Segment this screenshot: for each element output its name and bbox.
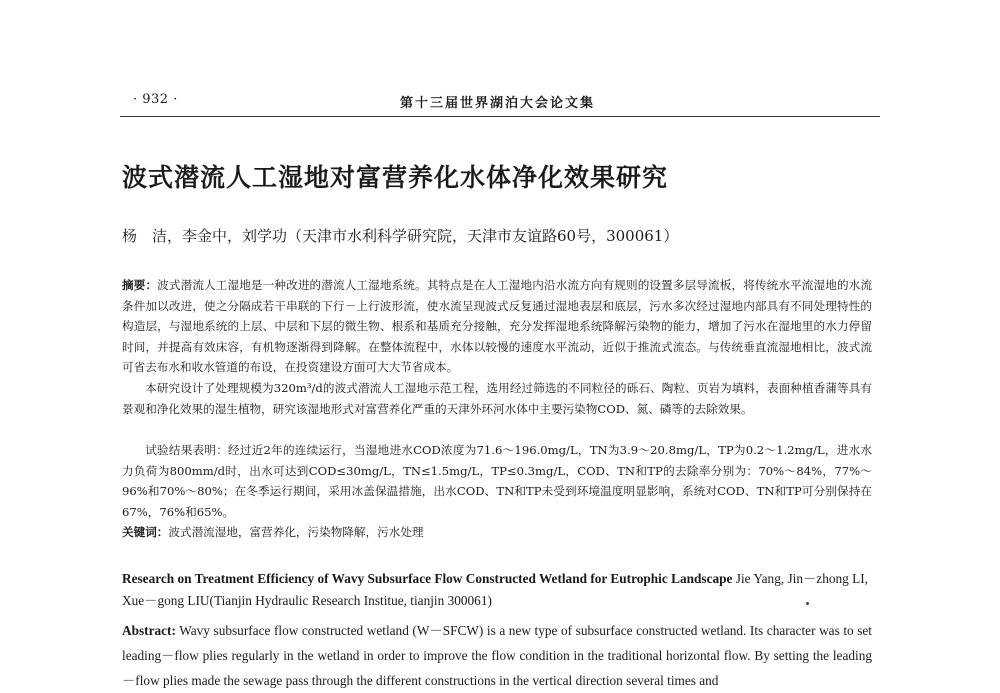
english-abstract-label: Abstract: [122, 623, 176, 638]
keywords-text: 波式潜流湿地，富营养化，污染物降解，污水处理 [168, 525, 424, 539]
scan-speck [806, 602, 809, 605]
authors-affiliation: 杨 洁，李金中，刘学功（天津市水利科学研究院，天津市友谊路60号，300061） [122, 227, 679, 245]
header-rule [120, 116, 880, 117]
keywords-line [122, 522, 872, 543]
abstract-label: 摘要： [122, 278, 158, 292]
page-number: · 932 · [133, 92, 178, 107]
english-title-block [122, 568, 872, 612]
abstract-cn-p1 [122, 275, 872, 378]
abstract-text-1: 波式潜流人工湿地是一种改进的潜流人工湿地系统。其特点是在人工湿地内沿水流方向有规则的设置多层导流板，将传统水平流湿地的水流条件加以改进，使之分隔成若干串联的下行－上行波形流，使水流呈现波式反复通过湿地表层和底层，污水多次经过湿地内部具有不同处理特性的构造层，与湿地系统的上层、中层和下层的微生物、根系和基质充分接触，充分发挥湿地系统降解污染物的能力，增加了污水在湿地里的水力停留时间，并提高有效床容，有机物逐渐得到降解。在整体流程中，水体以较慢的速度水平流动，近似于推流式流态。与传统垂直流湿地相比，波式流可省去布水和收水管道的布设，在投资建设方面可大大节省成本。 [122, 278, 872, 375]
english-title: Research on Treatment Efficiency of Wavy Subsurface Flow Constructed Wetland for Eutrophic Landscape [122, 571, 733, 586]
paper-title: 波式潜流人工湿地对富营养化水体净化效果研究 [122, 163, 669, 192]
english-abstract-text: Wavy subsurface flow constructed wetland (W－SFCW) is a new type of subsurface constructed wetland. Its character was to set leading－flow plies regularly in the wetland in order to improve the flow condition in the traditional horizontal flow. By setting the leading－flow plies made the sewage pass through the different constructions in the vertical direction several times and [122, 623, 873, 688]
english-authors: Jie Yang, Jin－zhong LI, Xue－gong LIU(Tianjin Hydraulic Research Institue, tianjin 300061) [122, 571, 868, 608]
english-abstract [122, 618, 872, 693]
running-title: 第十三届世界湖泊大会论文集 [400, 96, 596, 111]
abstract-cn-p2: 本研究设计了处理规模为320m³/d的波式潜流人工湿地示范工程，选用经过筛选的不同粒径的砾石、陶粒、页岩为填料，表面种植香蒲等具有景观和净化效果的湿生植物，研究该湿地形式对富营养化严重的天津外环河水体中主要污染物COD、氮、磷等的去除效果。 [122, 381, 872, 416]
keywords-label: 关键词： [122, 525, 169, 539]
abstract-cn-p3: 试验结果表明：经过近2年的连续运行，当湿地进水COD浓度为71.6～196.0mg/L，TN为3.9～20.8mg/L，TP为0.2～1.2mg/L，进水水力负荷为800mm/d时，出水可达到COD≤30mg/L，TN≤1.5mg/L，TP≤0.3mg/L，COD、TN和TP的去除率分别为：70%～84%，77%～96%和70%～80%；在冬季运行期间，采用冰盖保温措施，出水COD、TN和TP未受到环境温度明显影响，系统对COD、TN和TP可分别保持在67%，76%和65%。 [122, 443, 872, 519]
